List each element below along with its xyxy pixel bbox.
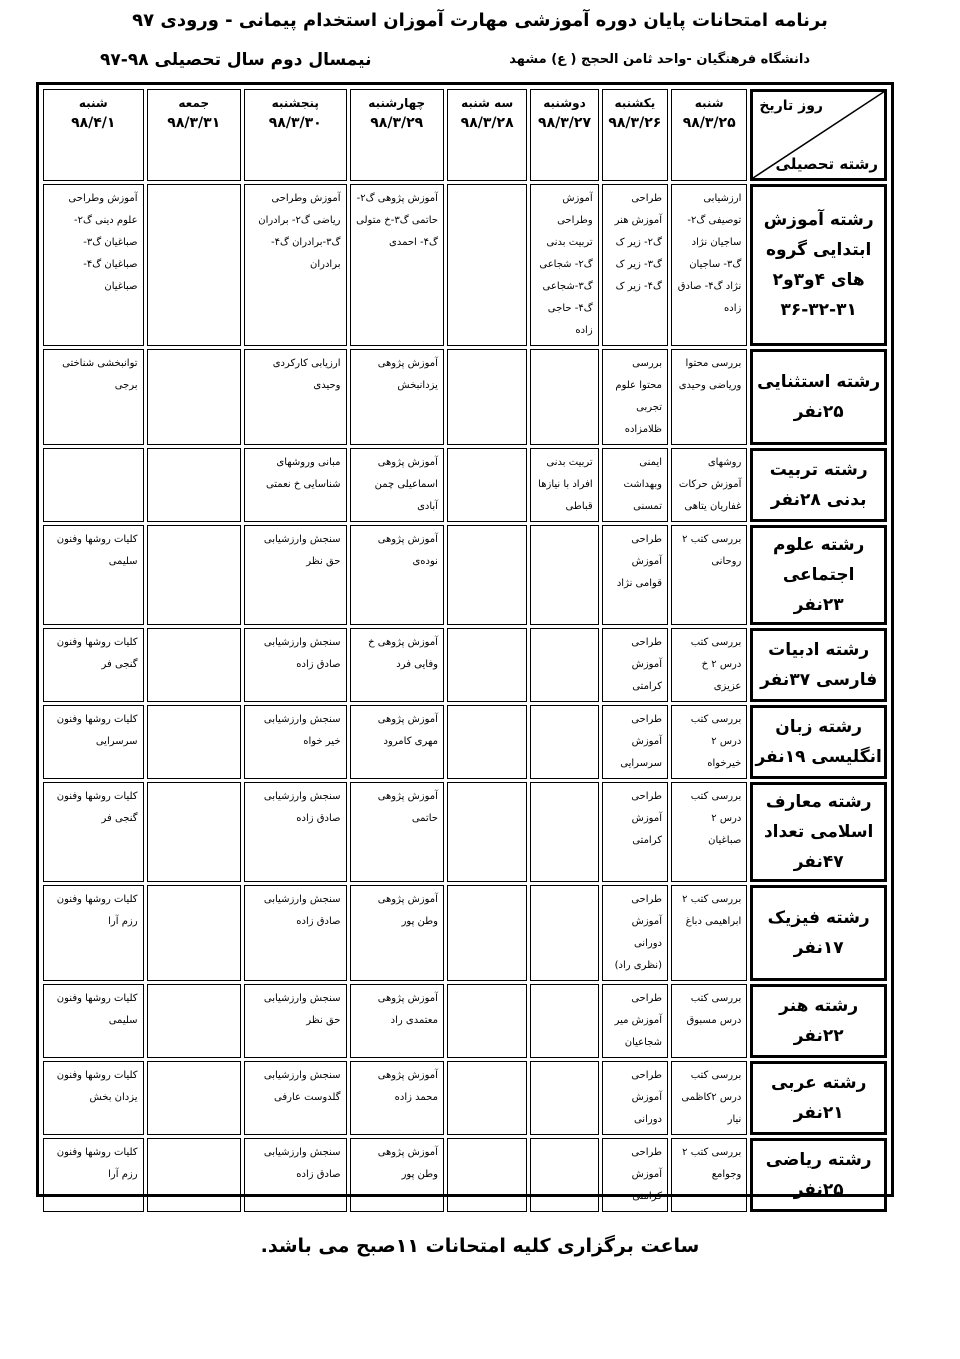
exam-cell (447, 525, 527, 625)
day-name: دوشنبه (543, 96, 586, 110)
exam-cell: کلیات روشها وفنون رزم آرا (43, 885, 144, 981)
exam-cell (147, 782, 241, 882)
exam-cell: بررسی کتب درس ۲ خیرخواه (671, 705, 747, 779)
exam-cell (147, 349, 241, 445)
major-cell: رشته فیزیک ۱۷نفر (750, 885, 887, 981)
exam-cell: سنجش وارزشیابی حق نظر (244, 525, 347, 625)
exam-cell: بررسی کتب درس ۲ خ عزیزی (671, 628, 747, 702)
exam-cell: آموزش پژوهی یزدانبخش (350, 349, 444, 445)
table-row (43, 349, 887, 445)
day-name: شنبه (78, 96, 108, 110)
major-cell: رشته هنر ۲۲نفر (750, 984, 887, 1058)
table-row (43, 782, 887, 882)
major-cell: رشته عربی ۲۱نفر (750, 1061, 887, 1135)
table-row (43, 628, 887, 702)
exam-cell: بررسی کتب ۲ روحانی (671, 525, 747, 625)
exam-cell (147, 984, 241, 1058)
exam-cell: طراحی آموزش دورانی (602, 1061, 668, 1135)
exam-cell (447, 705, 527, 779)
exam-cell (147, 184, 241, 346)
exam-cell: طراحی آموزش قوامی نژاد (602, 525, 668, 625)
day-name: چهارشنبه (368, 96, 426, 110)
exam-cell: آموزش پژوهی خ وفایی فرد (350, 628, 444, 702)
exam-cell: تربیت بدنی افراد با نیازها قباطی (530, 448, 598, 522)
major-cell: رشته زبان انگلیسی ۱۹نفر (750, 705, 887, 779)
major-cell: رشته تربیت بدنی ۲۸نفر (750, 448, 887, 522)
exam-cell: آموزش پژوهی معتمدی راد (350, 984, 444, 1058)
exam-cell: کلیات روشها وفنون گنجی فر (43, 628, 144, 702)
day-header-cell (447, 89, 527, 181)
day-date: ۹۸/۴/۱ (71, 115, 116, 131)
exam-cell (447, 628, 527, 702)
exam-cell (530, 1061, 598, 1135)
major-cell: رشته معارف اسلامی تعداد ۴۷نفر (750, 782, 887, 882)
corner-major-label: رشته تحصیلی (775, 155, 878, 173)
exam-cell: بررسی محتوا وریاضی وحیدی (671, 349, 747, 445)
exam-cell (530, 525, 598, 625)
exam-cell (147, 1138, 241, 1212)
exam-cell (447, 1061, 527, 1135)
exam-cell: ایمنی وبهداشت تمسنی (602, 448, 668, 522)
exam-cell: سنجش وارزشیابی صادق زاده (244, 628, 347, 702)
exam-cell (447, 349, 527, 445)
exam-cell (447, 184, 527, 346)
day-header-cell (43, 89, 144, 181)
exam-cell: آموزش وطراحی ریاضی گ۲- برادران گ۳-برادران گ۴- برادران (244, 184, 347, 346)
exam-cell (530, 782, 598, 882)
major-cell: رشته ریاضی ۲۵نفر (750, 1138, 887, 1212)
day-header-cell (530, 89, 598, 181)
exam-cell: سنجش وارزشیابی حق نظر (244, 984, 347, 1058)
exam-cell (147, 525, 241, 625)
table-row (43, 984, 887, 1058)
exam-cell: سنجش وارزشیابی گلدوست عارفی (244, 1061, 347, 1135)
exam-cell: کلیات روشها وفنون سلیمی (43, 525, 144, 625)
table-row (43, 184, 887, 346)
exam-cell: توانبخشی شناختی برجی (43, 349, 144, 445)
term-label: نیمسال دوم سال تحصیلی ۹۸-۹۷ (100, 50, 372, 70)
exam-cell (43, 448, 144, 522)
corner-day-date-label: روز تاریخ (759, 98, 823, 114)
day-name: شنبه (694, 96, 724, 110)
day-header-cell (350, 89, 444, 181)
university-label: دانشگاه فرهنگیان -واحد ثامن الحجج ( ع) مشهد (509, 52, 810, 67)
major-cell: رشته علوم اجتماعی ۲۳نفر (750, 525, 887, 625)
corner-cell (750, 89, 887, 181)
exam-cell: کلیات روشها وفنون سلیمی (43, 984, 144, 1058)
day-name: سه شنبه (461, 96, 514, 110)
exam-cell (530, 705, 598, 779)
footer-note: ساعت برگزاری کلیه امتحانات ۱۱صبح می باشد. (260, 1235, 700, 1257)
table-row (43, 705, 887, 779)
day-name: جمعه (178, 96, 210, 110)
exam-cell: مبانی وروشهای شناسایی خ نعمتی (244, 448, 347, 522)
exam-cell: کلیات روشها وفنون سرسرایی (43, 705, 144, 779)
exam-cell (447, 448, 527, 522)
exam-cell: ارزیابی کارکردی وحیدی (244, 349, 347, 445)
exam-cell: کلیات روشها وفنون رزم آرا (43, 1138, 144, 1212)
table-row (43, 885, 887, 981)
exam-cell: آموزش پژوهی حاتمی (350, 782, 444, 882)
exam-cell (530, 885, 598, 981)
exam-cell (530, 349, 598, 445)
exam-cell: کلیات روشها وفنون یزدان بخش (43, 1061, 144, 1135)
exam-cell: بررسی کتب ۲ ابراهیمی دباغ (671, 885, 747, 981)
exam-cell: سنجش وارزشیابی صادق زاده (244, 1138, 347, 1212)
exam-cell: بررسی کتب درس ۲ صباغیان (671, 782, 747, 882)
exam-cell: طراحی آموزش کرامتی (602, 782, 668, 882)
exam-cell (147, 885, 241, 981)
table-row (43, 1138, 887, 1212)
day-date: ۹۸/۳/۳۰ (268, 115, 322, 131)
exam-cell: طراحی آموزش هنر گ۲- زیر ک گ۳- زیر ک گ۴- زیر ک (602, 184, 668, 346)
day-date: ۹۸/۳/۲۶ (608, 115, 662, 131)
major-cell: رشته استثنایی ۲۵نفر (750, 349, 887, 445)
day-date: ۹۸/۳/۲۹ (370, 115, 424, 131)
exam-cell: بررسی کتب درس ۲کاظمی نیار (671, 1061, 747, 1135)
exam-cell: طراحی آموزش کرامتی (602, 1138, 668, 1212)
exam-cell (447, 984, 527, 1058)
exam-cell: آموزش پژوهی وطن پور (350, 1138, 444, 1212)
table-row (43, 1061, 887, 1135)
exam-cell: آموزش پژوهی نوده‌ی (350, 525, 444, 625)
exam-cell: روشهای آموزش حرکات غفاریان یتاهی (671, 448, 747, 522)
day-date: ۹۸/۳/۲۷ (538, 115, 591, 131)
exam-cell: طراحی آموزش میر شجاعیان (602, 984, 668, 1058)
exam-cell: سنجش وارزشیابی خیر خواه (244, 705, 347, 779)
exam-cell: بررسی محتوا علوم تجربی ظلامزاده (602, 349, 668, 445)
day-date: ۹۸/۳/۲۵ (682, 115, 736, 131)
table-row (43, 448, 887, 522)
day-name: یکشنبه (614, 96, 656, 110)
exam-cell (447, 885, 527, 981)
major-cell: رشته ادبیات فارسی ۳۷نفر (750, 628, 887, 702)
exam-cell: طراحی آموزش دورانی (نظری راد) (602, 885, 668, 981)
exam-cell (147, 705, 241, 779)
schedule-table (40, 86, 890, 1215)
day-header-cell (147, 89, 241, 181)
exam-cell: بررسی کتب درس مسبوق (671, 984, 747, 1058)
exam-cell (147, 1061, 241, 1135)
exam-cell: سنجش وارزشیابی صادق زاده (244, 885, 347, 981)
exam-cell: طراحی آموزش کرامتی (602, 628, 668, 702)
day-header-cell (244, 89, 347, 181)
day-date: ۹۸/۳/۳۱ (167, 115, 221, 131)
day-date: ۹۸/۳/۲۸ (460, 115, 514, 131)
exam-cell: آموزش وطراحی تربیت بدنی گ۲- شجاعی گ۳-شجاعی گ۴- حاجی زاده (530, 184, 598, 346)
exam-cell: بررسی کتب ۲ وجوامع (671, 1138, 747, 1212)
exam-cell: آموزش وطراحی علوم دینی گ۲- صباغیان گ۳- صباغیان گ۴- صباغیان (43, 184, 144, 346)
exam-cell (447, 782, 527, 882)
exam-cell: کلیات روشها وفنون گنجی فر (43, 782, 144, 882)
exam-cell: سنجش وارزشیابی صادق زاده (244, 782, 347, 882)
exam-cell (530, 1138, 598, 1212)
day-header-cell (671, 89, 747, 181)
exam-cell (147, 628, 241, 702)
major-cell: رشته آموزش ابتدایی گروه های ۴و۳و۲ ۳۱-۳۲-۳۶ (750, 184, 887, 346)
exam-cell: آموزش پژوهی اسماعیلی چمن آبادی (350, 448, 444, 522)
exam-cell: آموزش پژوهی مهری کامرود (350, 705, 444, 779)
header-row (43, 89, 887, 181)
exam-cell (447, 1138, 527, 1212)
exam-cell: طراحی آموزش سرسرایی (602, 705, 668, 779)
page-title: برنامه امتحانات پایان دوره آموزشی مهارت آموزان استخدام پیمانی - ورودی ۹۷ (132, 10, 828, 31)
exam-cell (530, 628, 598, 702)
table-row (43, 525, 887, 625)
day-header-cell (602, 89, 668, 181)
exam-cell: آموزش پژوهی محمد زاده (350, 1061, 444, 1135)
exam-cell (147, 448, 241, 522)
exam-cell: ارزشیابی توصیفی گ۲- ساجیان نژاد گ۳- ساجیان نژاد گ۴- صادق زاده (671, 184, 747, 346)
exam-cell (530, 984, 598, 1058)
exam-cell: آموزش پژوهی گ۲- حاتمی گ۳-خ متولی گ۴- احمدی (350, 184, 444, 346)
exam-cell: آموزش پژوهی وطن پور (350, 885, 444, 981)
day-name: پنجشنبه (271, 96, 319, 110)
